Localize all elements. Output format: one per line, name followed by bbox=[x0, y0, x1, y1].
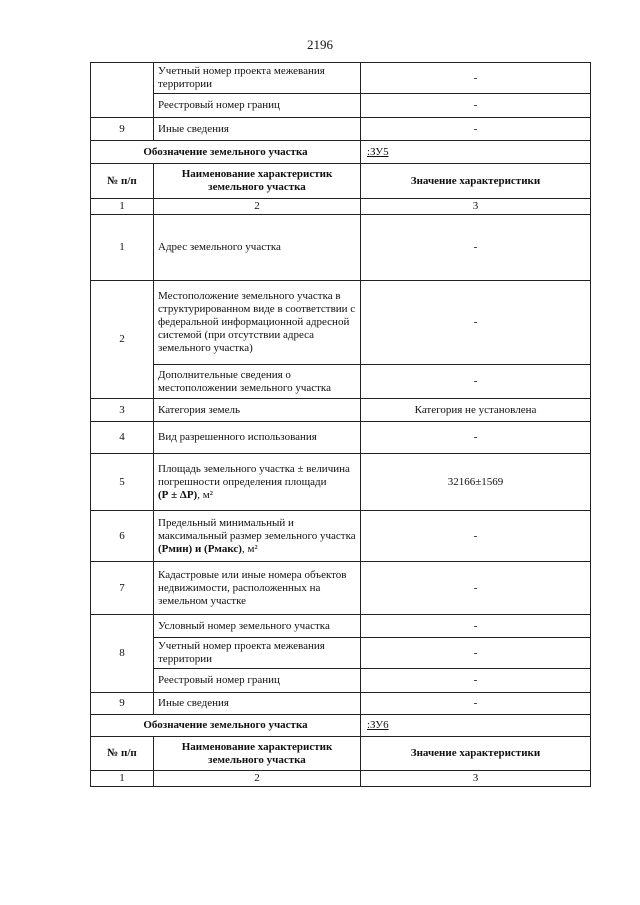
header-value: Значение характеристики bbox=[361, 737, 591, 771]
table-row bbox=[91, 638, 591, 669]
column-index-row bbox=[91, 771, 591, 787]
col-index-3: 3 bbox=[361, 771, 591, 787]
col-index-3: 3 bbox=[361, 199, 591, 215]
cell-value: Категория не установлена bbox=[361, 399, 591, 422]
plot-title: Обозначение земельного участка bbox=[91, 715, 361, 737]
col-index-1: 1 bbox=[91, 771, 154, 787]
table-row bbox=[91, 615, 591, 638]
header-row bbox=[91, 737, 591, 771]
cell-label: Реестровый номер границ bbox=[154, 94, 361, 118]
col-index-1: 1 bbox=[91, 199, 154, 215]
area-label: Площадь земельного участка ± величина погрешности определения площади bbox=[158, 462, 350, 488]
table-row bbox=[91, 562, 591, 615]
cell-num: 2 bbox=[91, 281, 154, 399]
cell-label: Условный номер земельного участка bbox=[154, 615, 361, 638]
table-row bbox=[91, 281, 591, 365]
cell-value: - bbox=[361, 94, 591, 118]
header-name: Наименование характеристик земельного участка bbox=[154, 737, 361, 771]
cell-value: - bbox=[361, 215, 591, 281]
size-label: Предельный минимальный и максимальный размер земельного участка bbox=[158, 516, 356, 542]
cell-label: Иные сведения bbox=[154, 118, 361, 141]
cell-label: Учетный номер проекта межевания территории bbox=[154, 638, 361, 669]
area-formula: (Р ± ΔР) bbox=[158, 488, 198, 501]
cell-num: 4 bbox=[91, 422, 154, 454]
cell-num: 7 bbox=[91, 562, 154, 615]
cell-value: - bbox=[361, 365, 591, 399]
cell-num: 1 bbox=[91, 215, 154, 281]
table-row bbox=[91, 215, 591, 281]
plot-title-row bbox=[91, 141, 591, 164]
cell-value: - bbox=[361, 118, 591, 141]
cell-value: - bbox=[361, 638, 591, 669]
land-plot-table bbox=[90, 62, 591, 787]
table-row bbox=[91, 94, 591, 118]
cell-label: Учетный номер проекта межевания территории bbox=[154, 63, 361, 94]
cell-label: Категория земель bbox=[154, 399, 361, 422]
cell-value: 32166±1569 bbox=[361, 454, 591, 511]
cell-num: 3 bbox=[91, 399, 154, 422]
cell-num: 9 bbox=[91, 118, 154, 141]
cell-label: Адрес земельного участка bbox=[154, 215, 361, 281]
header-num: № п/п bbox=[91, 164, 154, 199]
cell-value: - bbox=[361, 562, 591, 615]
table-row bbox=[91, 365, 591, 399]
table-row bbox=[91, 511, 591, 562]
cell-label: Реестровый номер границ bbox=[154, 669, 361, 693]
plot-code: :ЗУ6 bbox=[361, 715, 591, 737]
cell-value: - bbox=[361, 615, 591, 638]
header-name: Наименование характеристик земельного участка bbox=[154, 164, 361, 199]
cell-num: 8 bbox=[91, 615, 154, 693]
header-row bbox=[91, 164, 591, 199]
col-index-2: 2 bbox=[154, 199, 361, 215]
cell-num: 6 bbox=[91, 511, 154, 562]
area-unit: , м² bbox=[197, 488, 213, 501]
table-row bbox=[91, 693, 591, 715]
cell-value: - bbox=[361, 669, 591, 693]
cell-label: Кадастровые или иные номера объектов недвижимости, расположенных на земельном участке bbox=[154, 562, 361, 615]
cell-value: - bbox=[361, 511, 591, 562]
size-unit: , м² bbox=[241, 542, 258, 555]
cell-num bbox=[91, 63, 154, 118]
table-row bbox=[91, 669, 591, 693]
cell-label bbox=[154, 511, 361, 562]
cell-value: - bbox=[361, 281, 591, 365]
table-row bbox=[91, 399, 591, 422]
cell-label: Иные сведения bbox=[154, 693, 361, 715]
cell-num: 9 bbox=[91, 693, 154, 715]
cell-value: - bbox=[361, 63, 591, 94]
size-formula: (Рмин) и (Рмакс) bbox=[158, 542, 242, 555]
header-num: № п/п bbox=[91, 737, 154, 771]
plot-title-row bbox=[91, 715, 591, 737]
cell-label bbox=[154, 454, 361, 511]
cell-value: - bbox=[361, 422, 591, 454]
plot-title: Обозначение земельного участка bbox=[91, 141, 361, 164]
table-row bbox=[91, 118, 591, 141]
cell-label: Дополнительные сведения о местоположении земельного участка bbox=[154, 365, 361, 399]
cell-label: Вид разрешенного использования bbox=[154, 422, 361, 454]
cell-num: 5 bbox=[91, 454, 154, 511]
table-row bbox=[91, 422, 591, 454]
cell-value: - bbox=[361, 693, 591, 715]
column-index-row bbox=[91, 199, 591, 215]
col-index-2: 2 bbox=[154, 771, 361, 787]
header-value: Значение характеристики bbox=[361, 164, 591, 199]
table-row bbox=[91, 63, 591, 94]
page-number: 2196 bbox=[307, 37, 333, 52]
table-row bbox=[91, 454, 591, 511]
plot-code: :ЗУ5 bbox=[361, 141, 591, 164]
cell-label: Местоположение земельного участка в структурированном виде в соответствии с федеральной информационной адресной системой (при отсутствии адреса земельного участка) bbox=[154, 281, 361, 365]
